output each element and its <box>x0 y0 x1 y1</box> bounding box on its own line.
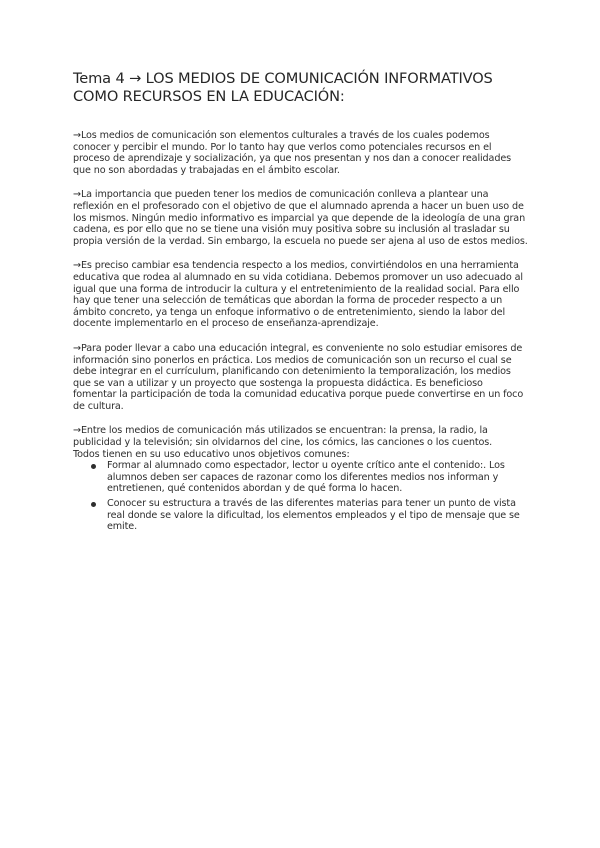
list-item-text: Formar al alumnado como espectador, lector u oyente crítico ante el contenido:. Los alumnos deben ser capaces de razonar como los diferentes medios nos informan y entretienen, qué contenidos abordan y de qué forma lo hacen. <box>107 460 505 495</box>
paragraph-5: →Entre los medios de comunicación más utilizados se encuentran: la prensa, la radio, la publicidad y la televisión; sin olvidarnos del cine, los cómics, las canciones o los cuentos. <box>73 425 493 449</box>
list-item <box>86 460 528 495</box>
bullet-icon <box>91 464 96 469</box>
paragraph-2: →La importancia que pueden tener los medios de comunicación conlleva a plantear una reflexión en el profesorado con el objetivo de que el alumnado aprenda a hacer un buen uso de los mismos. Ningún medio informativo es imparcial ya que depende de la ideología de una gran cadena, es por ello que no se tiene una visión muy positiva sobre su inclusión al trasladar su propia versión de la verdad. Sin embargo, la escuela no puede ser ajena al uso de estos medios. <box>73 189 528 247</box>
paragraph-1: →Los medios de comunicación son elementos culturales a través de los cuales podemos conocer y percibir el mundo. Por lo tanto hay que verlos como potenciales recursos en el proceso de aprendizaje y socialización, ya que nos presentan y nos dan a conocer realidades que no son abordadas y trabajadas en el ámbito escolar. <box>73 130 512 176</box>
list-intro: Todos tienen en su uso educativo unos objetivos comunes: <box>73 448 350 460</box>
paragraph-4: →Para poder llevar a cabo una educación integral, es conveniente no solo estudiar emisores de información sino ponerlos en práctica. Los medios de comunicación son un recurso el cual se debe integrar en el currículum, planificando con detenimiento la temporalización, los medios que se van a utilizar y un proyecto que sostenga la propuesta didáctica. Es beneficioso fomentar la participación de toda la comunidad educativa porque puede convertirse en un foco de cultura. <box>73 342 524 412</box>
list-item-text: Conocer su estructura a través de las diferentes materias para tener un punto de vista real donde se valore la dificultad, los elementos empleados y el tipo de mensaje que se emite. <box>107 498 520 533</box>
objectives-list <box>73 460 528 533</box>
list-item <box>86 498 528 533</box>
page-title: Tema 4 → LOS MEDIOS DE COMUNICACIÓN INFORMATIVOS COMO RECURSOS EN LA EDUCACIÓN: <box>73 70 493 105</box>
paragraph-3: →Es preciso cambiar esa tendencia respecto a los medios, convirtiéndolos en una herramienta educativa que rodea al alumnado en su vida cotidiana. Debemos promover un uso adecuado al igual que una forma de introducir la cultura y el entretenimiento de la realidad social. Para ello hay que tener una selección de temáticas que abordan la forma de proceder respecto a un ámbito concreto, ya tenga un enfoque informativo o de entretenimiento, siendo la labor del docente implementarlo en el proceso de enseñanza-aprendizaje. <box>73 260 523 330</box>
bullet-icon <box>91 502 96 507</box>
